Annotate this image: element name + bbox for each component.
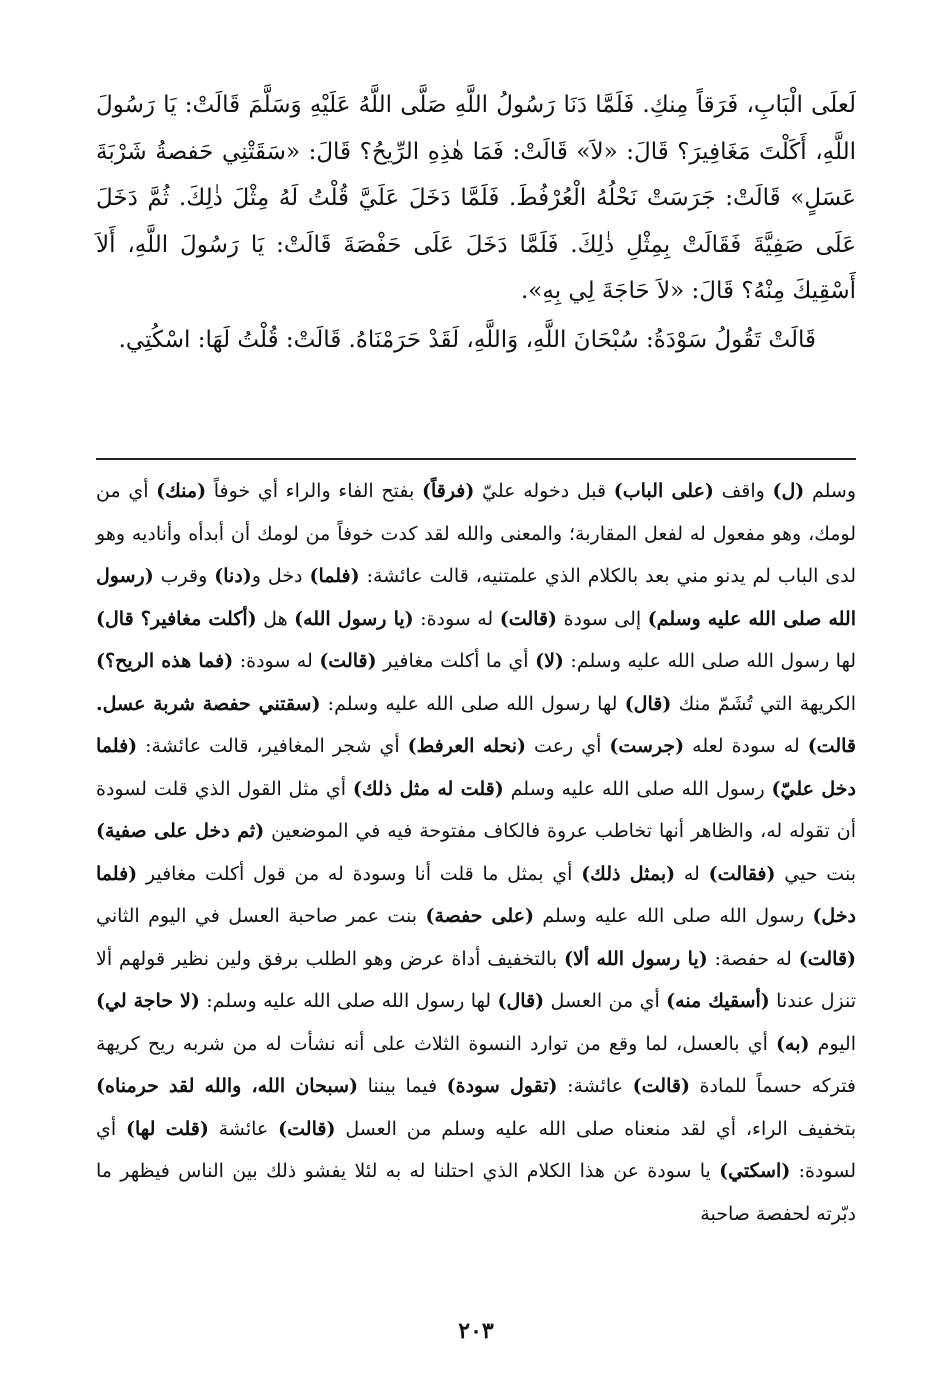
commentary-text: أي لسودة: — [96, 1117, 856, 1182]
commentary-text: قبل دخوله عليّ — [474, 480, 614, 502]
commentary-text: لها رسول الله صلى الله عليه وسلم: — [320, 692, 625, 715]
commentary-keyword: (فرقاً) — [421, 480, 475, 502]
commentary-keyword: (لا حاجة لي) — [96, 990, 200, 1012]
commentary-text: اليوم — [809, 1032, 856, 1055]
commentary-keyword: (سقتني حفصة شربة عسل. قالت) — [96, 692, 856, 757]
commentary-text: بفتح الفاء والراء أي خوفاً — [206, 480, 422, 502]
commentary-keyword: (دنا) — [214, 565, 252, 587]
commentary-keyword: (فلما دخل عليّ) — [96, 735, 856, 800]
commentary-keyword: (يا رسول الله) — [294, 607, 414, 630]
commentary-keyword: (على الباب) — [613, 480, 714, 502]
commentary-text: بتخفيف الراء، أي لقد منعناه صلى الله عليه وسلم من العسل — [335, 1117, 856, 1140]
commentary-keyword: (لا) — [535, 650, 564, 672]
commentary-keyword: (فلما دخل) — [96, 862, 857, 927]
footnote-divider — [96, 458, 856, 460]
commentary-text: فيما بيننا — [357, 1075, 447, 1097]
main-paragraph-1: لَعلَى الْبَابِ، فَرَقاً مِنكِ. فَلَمَّا دَنَا رَسُولُ اللَّهِ صَلَّى اللَّهُ عَلَيْهِ وَسَلَّمَ قَالَتْ: يَا رَسُولَ اللَّهِ، أَكَلْتَ مَغَافِيرَ؟ قَالَ: «لاَ» قَالَتْ: فَمَا هٰذِهِ الرِّيحُ؟ قَالَ: «سَقَتْنِي حَفصةُ شَرْبَةَ عَسَلٍ» قَالَتْ: جَرَسَتْ نَحْلُهُ الْعُرْفُطَ. فَلَمَّا دَخَلَ عَلَيَّ قُلْتُ لَهُ مِثْلَ ذٰلِكَ. ثُمَّ دَخَلَ عَلَى صَفِيَّةَ فَقَالَتْ بِمِثْلِ ذٰلِكَ. فَلَمَّا دَخَلَ عَلَى حَفْصَةَ قَالَتْ: يَا رَسُولَ اللَّهِ، أَلاَ أَسْقِيكَ مِنْهُ؟ قَالَ: «لاَ حَاجَةَ لِي بِهِ». — [96, 92, 856, 304]
commentary-text: له سودة لعله — [684, 735, 808, 757]
commentary-keyword: (تقول سودة) — [446, 1075, 558, 1097]
commentary-keyword: (على حفصة) — [425, 905, 534, 927]
commentary-keyword: (اسكتي) — [719, 1160, 791, 1182]
commentary-keyword: (قالت) — [499, 607, 558, 630]
commentary-text: أي شجر المغافير، قالت عائشة: — [137, 735, 408, 757]
commentary-text: الكريهة التي تُشَمّ منك — [671, 692, 856, 715]
commentary-keyword: (أسقيك منه) — [666, 990, 770, 1012]
commentary-keyword: (قال) — [624, 692, 672, 715]
commentary-text: هل — [256, 607, 295, 630]
commentary-keyword: (منك) — [156, 480, 207, 502]
commentary-text: إلى سودة — [557, 607, 648, 630]
commentary-text: أي ما أكلت مغافير — [376, 650, 536, 672]
commentary-text: أي بالعسل، لما وقع من توارد النسوة الثلاث على أنه نشأت له من شربه ريح كريهة فتركه حسماً للمادة — [96, 1032, 856, 1097]
main-text — [96, 82, 856, 363]
commentary-text: وقرب — [153, 565, 215, 587]
commentary-text: بالتخفيف أداة عرض وهو الطلب برفق ولين نظير قولهم ألا تنزل عندنا — [96, 947, 857, 1012]
commentary-notes — [96, 470, 856, 1235]
commentary-keyword: (قال) — [497, 990, 545, 1012]
commentary-text: دخل و — [251, 565, 310, 587]
commentary-keyword: (قلت له مثل ذلك) — [352, 777, 504, 800]
commentary-text: رسول الله صلى الله عليه وسلم — [533, 905, 813, 927]
commentary-text: أي بمثل ما قلت أنا وسودة له من قول أكلت مغافير — [137, 862, 582, 885]
commentary-text: بنت عمر صاحبة العسل في اليوم الثاني — [96, 905, 426, 927]
main-paragraph-2: قَالَتْ تَقُولُ سَوْدَةُ: سُبْحَانَ اللَّهِ، وَاللَّهِ، لَقَدْ حَرَمْنَاهُ. قَالَتْ: قُلْتُ لَهَا: اسْكُتِي. — [118, 326, 816, 353]
commentary-keyword: (يا رسول الله ألا) — [564, 947, 708, 970]
commentary-keyword: (سبحان الله، والله لقد حرمناه) — [96, 1075, 358, 1097]
commentary-paragraph — [96, 470, 856, 1235]
commentary-text: أي مثل القول الذي قلت لسودة أن تقوله له، والظاهر أنها تخاطب عروة فالكاف مفتوحة فيه في الموضعين — [96, 777, 856, 842]
commentary-text: بنت حيي — [775, 862, 856, 885]
commentary-keyword: (فقالت) — [708, 862, 776, 885]
commentary-keyword: (قالت) — [632, 1075, 690, 1097]
commentary-keyword: (فما هذه الريح؟) — [96, 650, 234, 672]
page-number: ٢٠٣ — [458, 1318, 494, 1344]
commentary-text: واقف — [713, 480, 773, 502]
commentary-text: أي من العسل — [544, 990, 667, 1012]
commentary-text: عائشة: — [557, 1075, 633, 1097]
commentary-keyword: (نحله العرفط) — [407, 735, 527, 757]
commentary-keyword: (ل) — [772, 480, 805, 502]
commentary-keyword: (قالت) — [278, 1117, 336, 1140]
commentary-keyword: (به) — [776, 1032, 810, 1055]
commentary-keyword: (فلما) — [309, 565, 360, 587]
commentary-text: له سودة: — [233, 650, 320, 672]
commentary-keyword: (بمثل ذلك) — [581, 862, 676, 885]
commentary-text: له — [675, 862, 709, 885]
commentary-keyword: (قالت) — [319, 650, 377, 672]
commentary-text: عائشة — [208, 1117, 279, 1140]
commentary-keyword: (جرست) — [609, 735, 685, 757]
commentary-text: له حفصة: — [707, 947, 799, 970]
commentary-text: له سودة: — [413, 607, 500, 630]
commentary-text: لها رسول الله صلى الله عليه وسلم: — [199, 990, 498, 1012]
commentary-keyword: (رسول الله صلى الله عليه وسلم) — [96, 565, 856, 630]
commentary-keyword: (أكلت مغافير؟ قال) — [96, 607, 257, 630]
commentary-text: أي رعت — [526, 735, 610, 757]
commentary-text: وسلم — [804, 480, 856, 502]
commentary-keyword: (ثم دخل على صفية) — [96, 820, 265, 842]
commentary-keyword: (قلت لها) — [126, 1117, 209, 1140]
commentary-text: لها رسول الله صلى الله عليه وسلم: — [563, 650, 856, 672]
commentary-text: رسول الله صلى الله عليه وسلم — [503, 777, 772, 800]
commentary-text: أي من لومك، وهو مفعول له لفعل المقاربة؛ والمعنى والله لقد كدت خوفاً من لومك أن أبدأه وأناديه وهو لدى الباب لم يدنو مني بعد بالكلام الذي علمتنيه، قالت عائشة: — [96, 480, 856, 587]
commentary-keyword: (قالت) — [798, 947, 857, 970]
commentary-text: يا سودة عن هذا الكلام الذي احتلنا له به لئلا يفشو ذلك بين الناس فيظهر ما دبّرته لحفصة صاحبة — [96, 1160, 856, 1225]
